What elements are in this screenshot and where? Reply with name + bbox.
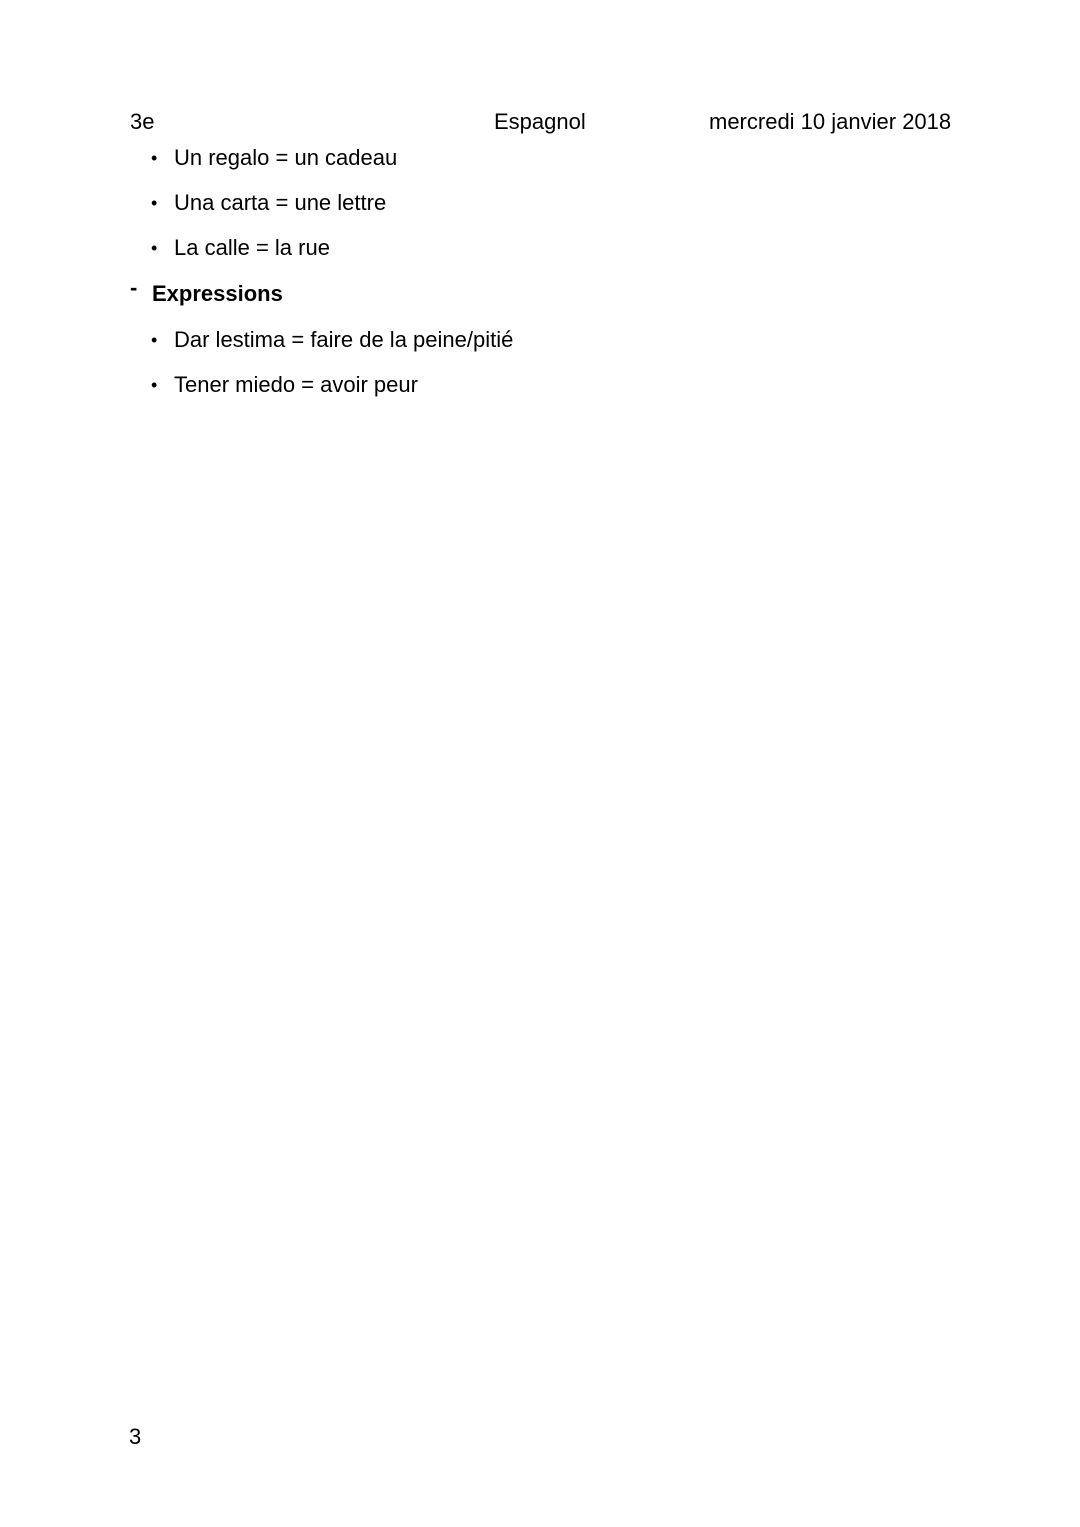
header-class: 3e	[130, 109, 155, 134]
list-item-text: Un regalo = un cadeau	[174, 145, 398, 170]
list-item	[151, 371, 513, 416]
list-item	[151, 326, 513, 371]
section-heading-expressions	[130, 275, 283, 308]
header-subject: Espagnol	[494, 109, 586, 134]
list-item	[151, 234, 397, 279]
bullet-icon: •	[151, 238, 158, 258]
dash-icon: -	[130, 275, 138, 300]
vocabulary-list	[151, 144, 397, 279]
bullet-icon: •	[151, 193, 158, 213]
list-item	[151, 144, 397, 189]
page-number: 3	[129, 1424, 142, 1449]
bullet-icon: •	[151, 330, 158, 350]
bullet-icon: •	[151, 375, 158, 395]
list-item-text: Una carta = une lettre	[174, 190, 387, 215]
bullet-icon: •	[151, 148, 158, 168]
header-date: mercredi 10 janvier 2018	[709, 109, 952, 134]
list-item-text: La calle = la rue	[174, 235, 330, 260]
list-item	[151, 189, 397, 234]
list-item-text: Tener miedo = avoir peur	[174, 372, 418, 397]
section-heading-text: Expressions	[152, 281, 283, 306]
expressions-list	[151, 326, 513, 416]
list-item-text: Dar lestima = faire de la peine/pitié	[174, 327, 514, 352]
